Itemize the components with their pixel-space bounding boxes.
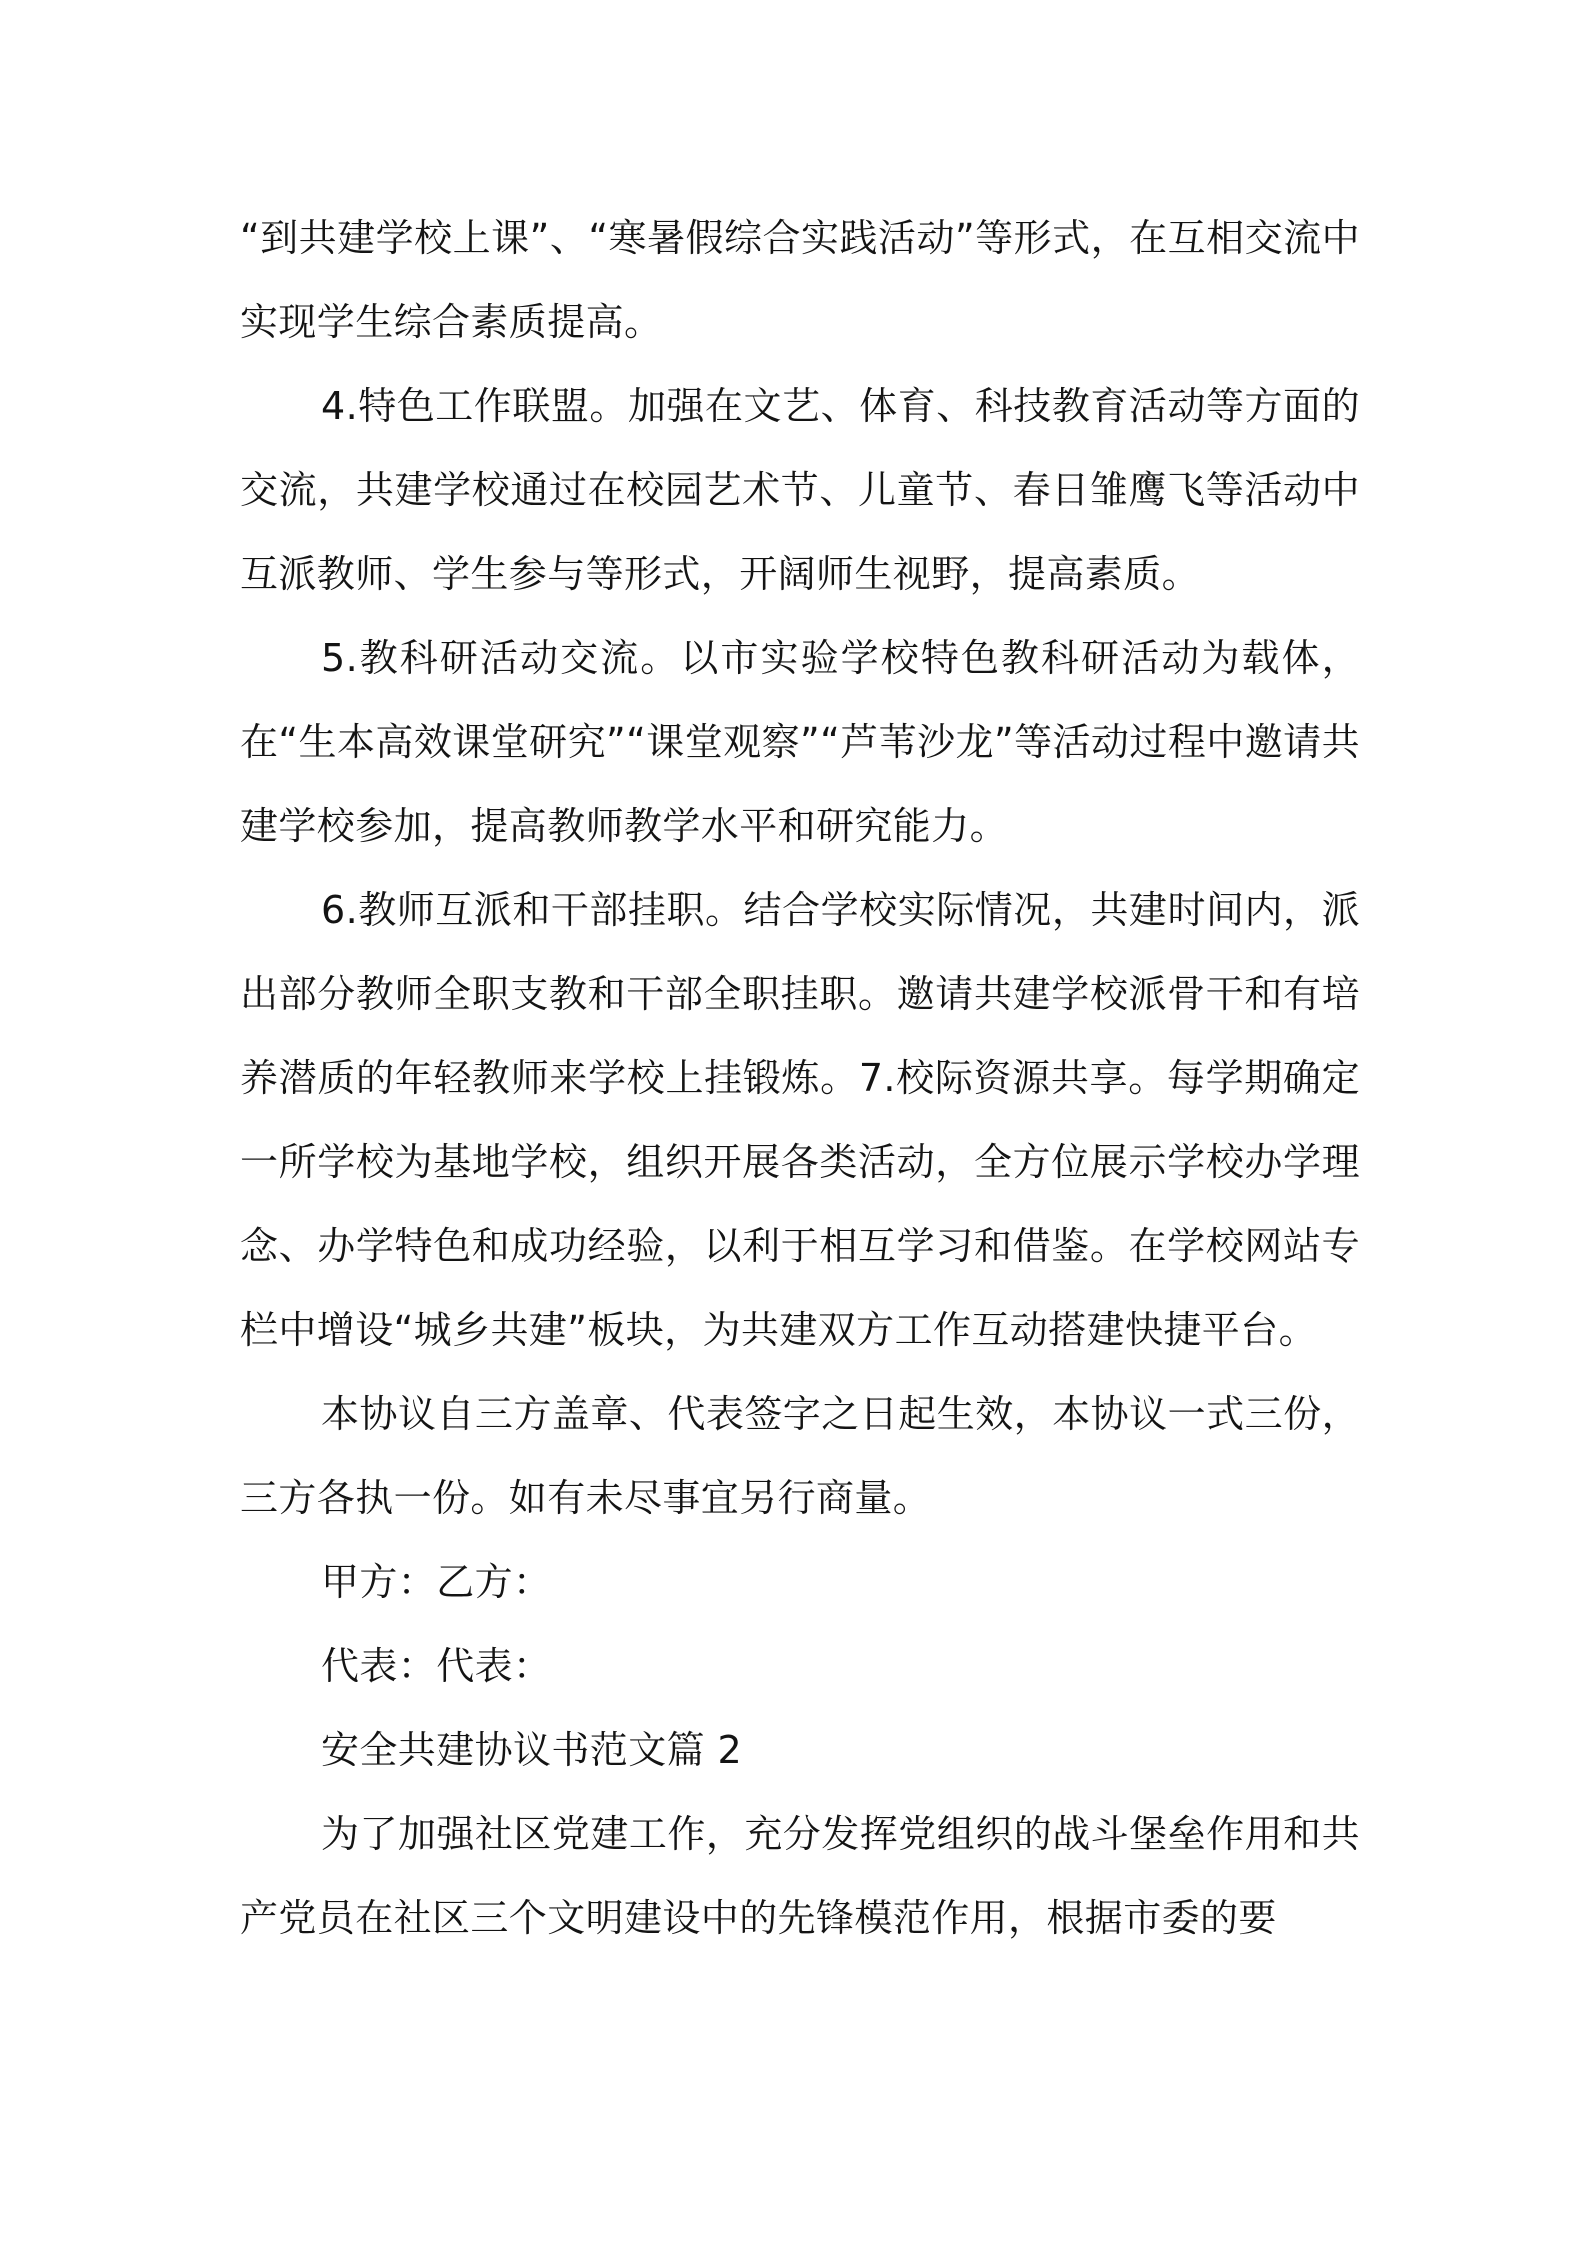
paragraph-item-5: 5.教科研活动交流。以市实验学校特色教科研活动为载体，在“生本高效课堂研究”“课堂观察”“芦苇沙龙”等活动过程中邀请共建学校参加，提高教师教学水平和研究能力。 bbox=[240, 636, 1360, 848]
signature-representatives: 代表：代表： bbox=[321, 1644, 552, 1688]
paragraph-section2-intro: 为了加强社区党建工作，充分发挥党组织的战斗堡垒作用和共产党员在社区三个文明建设中的先锋模范作用，根据市委的要 bbox=[240, 1812, 1360, 1940]
document-body bbox=[240, 196, 1360, 1960]
paragraph-item-6-7: 6.教师互派和干部挂职。结合学校实际情况，共建时间内，派出部分教师全职支教和干部全职挂职。邀请共建学校派骨干和有培养潜质的年轻教师来学校上挂锻炼。7.校际资源共享。每学期确定一所学校为基地学校，组织开展各类活动，全方位展示学校办学理念、办学特色和成功经验，以利于相互学习和借鉴。在学校网站专栏中增设“城乡共建”板块，为共建双方工作互动搭建快捷平台。 bbox=[240, 888, 1360, 1352]
paragraph-item-4: 4.特色工作联盟。加强在文艺、体育、科技教育活动等方面的交流，共建学校通过在校园艺术节、儿童节、春日雏鹰飞等活动中互派教师、学生参与等形式，开阔师生视野，提高素质。 bbox=[240, 384, 1360, 596]
paragraph-practice-activities: “到共建学校上课”、“寒暑假综合实践活动”等形式，在互相交流中实现学生综合素质提高。 bbox=[240, 216, 1360, 344]
paragraph-effective-clause: 本协议自三方盖章、代表签字之日起生效，本协议一式三份，三方各执一份。如有未尽事宜另行商量。 bbox=[240, 1392, 1360, 1520]
signature-parties: 甲方：乙方： bbox=[321, 1560, 552, 1604]
section-heading: 安全共建协议书范文篇 2 bbox=[321, 1728, 743, 1772]
